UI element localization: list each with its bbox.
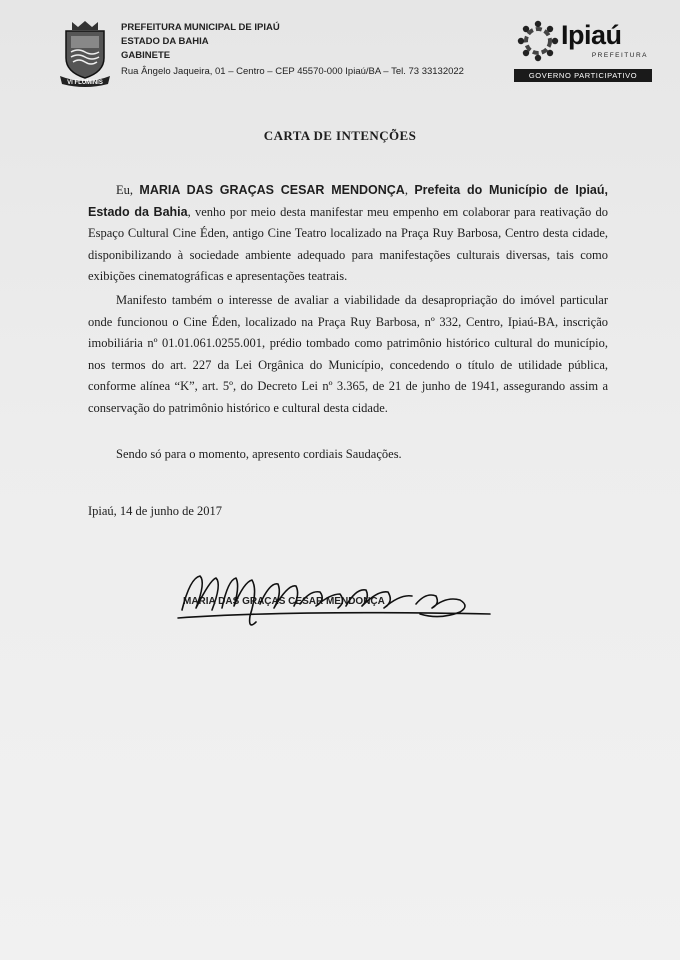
mayor-role: Prefeita do Município de Ipiaú, Estado da Bahia (88, 183, 608, 219)
paragraph-intent (88, 180, 608, 288)
closing-line: Sendo só para o momento, apresento cordiais Saudações. (116, 447, 402, 461)
crest-motto: VI FLUMINIS (67, 80, 103, 86)
p1-intro: Eu, (116, 183, 140, 197)
p1-separator: , (404, 183, 415, 197)
logo-wordmark: Ipiaú (561, 20, 622, 50)
p1-body: , venho por meio desta manifestar meu empenho em colaborar para reativação do Espaço Cultural Cine Éden, antigo Cine Teatro localizado na Praça Ruy Barbosa, Centro desta cidade, disponibilizando à sociedade ambiente adequado para manifestações culturais diversas, tais como exibições cinematográficas e apresentações teatrais. (88, 204, 608, 283)
handwritten-signature (170, 560, 500, 640)
mayor-name: MARIA DAS GRAÇAS CESAR MENDONÇA (139, 183, 405, 197)
paragraph-expropriation (88, 290, 608, 419)
p2-body: Manifesto também o interesse de avaliar a viabilidade da desapropriação do imóvel particular onde funcionou o Cine Éden, localizado na Praça Ruy Barbosa, nº 332, Centro, Ipiaú-BA, inscrição imobiliária nº 01.01.061.0255.001, prédio tombado como patrimônio histórico cultural do município, nos termos do art. 227 da Lei Orgânica do Município, concedendo o título de utilidade pública, conforme alínea “K”, art. 5º, do Decreto Lei nº 3.365, de 21 de junho de 1941, assegurando assim a conservação do patrimônio histórico e cultural desta cidade. (88, 293, 608, 415)
date-line: Ipiaú, 14 de junho de 2017 (88, 504, 223, 518)
org-state: ESTADO DA BAHIA (121, 36, 209, 47)
logo-slogan: GOVERNO PARTICIPATIVO (514, 69, 652, 82)
people-circle-icon (516, 19, 560, 63)
municipal-coat-of-arms (58, 18, 112, 88)
letter-title: CARTA DE INTENÇÕES (263, 128, 417, 143)
signatory-name: MARIA DAS GRAÇAS CESAR MENDONÇA (183, 596, 385, 607)
org-address: Rua Ângelo Jaqueira, 01 – Centro – CEP 45570-000 Ipiaú/BA – Tel. 73 33132022 (121, 66, 464, 77)
org-name: PREFEITURA MUNICIPAL DE IPIAÚ (121, 22, 280, 33)
org-department: GABINETE (121, 50, 171, 61)
city-logo (514, 17, 652, 83)
logo-subtitle: PREFEITURA (591, 52, 648, 59)
